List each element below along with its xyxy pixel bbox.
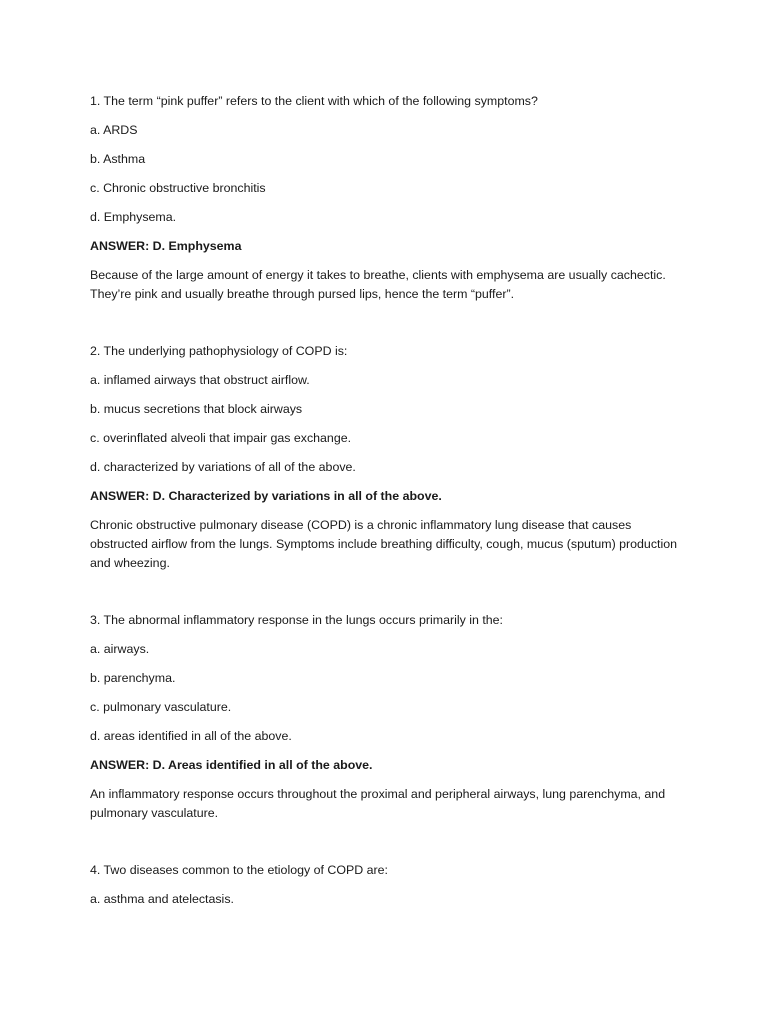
option-a: a. ARDS [90,123,138,137]
option-a: a. asthma and atelectasis. [90,892,234,906]
option-c: c. Chronic obstructive bronchitis [90,181,266,195]
option-c: c. pulmonary vasculature. [90,700,232,714]
option-d: d. characterized by variations of all of the above. [90,460,356,474]
option-a: a. airways. [90,642,150,656]
question-block-2 [90,342,690,573]
option-b: b. mucus secretions that block airways [90,402,303,416]
question-text: 1. The term “pink puffer” refers to the client with which of the following symptoms? [90,94,538,108]
question-block-1 [90,92,690,304]
option-b: b. Asthma [90,152,146,166]
option-b: b. parenchyma. [90,671,176,685]
question-block-3 [90,611,690,823]
option-d: d. areas identified in all of the above. [90,729,292,743]
answer-text: ANSWER: D. Areas identified in all of the above. [90,758,373,772]
explanation-text: Chronic obstructive pulmonary disease (COPD) is a chronic inflammatory lung disease that causes obstructed airflow from the lungs. Symptoms include breathing difficulty, cough, mucus (sputum) production and wheezing. [90,518,677,570]
answer-text: ANSWER: D. Characterized by variations in all of the above. [90,489,442,503]
option-d: d. Emphysema. [90,210,177,224]
explanation-text: An inflammatory response occurs throughout the proximal and peripheral airways, lung parenchyma, and pulmonary vasculature. [90,787,666,820]
answer-text: ANSWER: D. Emphysema [90,239,242,253]
option-c: c. overinflated alveoli that impair gas exchange. [90,431,352,445]
document-page [90,92,690,919]
option-a: a. inflamed airways that obstruct airflow. [90,373,310,387]
question-text: 3. The abnormal inflammatory response in the lungs occurs primarily in the: [90,613,503,627]
question-block-4 [90,861,690,909]
explanation-text: Because of the large amount of energy it takes to breathe, clients with emphysema are usually cachectic. They’re pink and usually breathe through pursed lips, hence the term “puffer”. [90,268,666,301]
question-text: 2. The underlying pathophysiology of COPD is: [90,344,348,358]
question-text: 4. Two diseases common to the etiology of COPD are: [90,863,388,877]
